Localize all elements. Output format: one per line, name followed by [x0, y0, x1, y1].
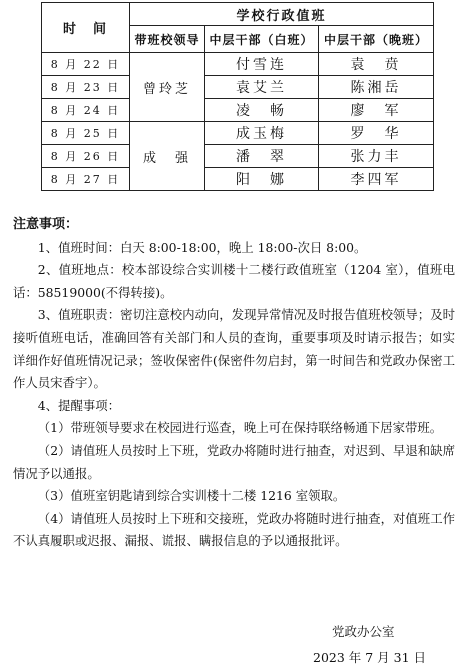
day-shift-cell: 凌 畅: [205, 99, 319, 122]
header-day-shift: 中层干部（白班）: [205, 26, 319, 53]
table-row: [42, 76, 434, 99]
table-row: [42, 122, 434, 145]
signature-office: 党政办公室: [332, 624, 395, 639]
table-row: [42, 99, 434, 122]
note-item: （4）请值班人员按时上下班和交接班，党政办将随时进行抽查，对值班工作不认真履职或迟报、漏报、谎报、瞒报信息的予以通报批评。: [13, 510, 455, 549]
night-shift-cell: 李四军: [319, 168, 434, 191]
date-cell: 8 月 22 日: [42, 53, 130, 76]
date-cell: 8 月 25 日: [42, 122, 130, 145]
table-row: [42, 168, 434, 191]
notes-title: 注意事项：: [13, 217, 79, 232]
day-shift-cell: 袁艾兰: [205, 76, 319, 99]
note-item: （2）请值班人员按时上下班，党政办将随时进行抽查，对迟到、早退和缺席情况予以通报。: [13, 442, 455, 481]
note-item: （1）带班领导要求在校园进行巡查，晚上可在保持联络畅通下居家带班。: [37, 420, 443, 436]
night-shift-cell: 张力丰: [319, 145, 434, 168]
day-shift-cell: 成玉梅: [205, 122, 319, 145]
leader-cell: 曾玲芝: [130, 53, 205, 122]
table-row: [42, 53, 434, 76]
notes-section: [13, 214, 455, 553]
note-item: 1、值班时间：白天 8:00-18:00，晚上 18:00-次日 8:00。: [37, 239, 367, 255]
note-item: 2、值班地点：校本部设综合实训楼十二楼行政值班室（1204 室），值班电话：58519000(不得转接)。: [13, 262, 455, 300]
night-shift-cell: 廖 军: [319, 99, 434, 122]
night-shift-cell: 罗 华: [319, 122, 434, 145]
header-night-shift: 中层干部（晚班）: [319, 26, 434, 53]
date-cell: 8 月 24 日: [42, 99, 130, 122]
day-shift-cell: 潘 翠: [205, 145, 319, 168]
leader-cell: 成 强: [130, 122, 205, 191]
date-cell: 8 月 26 日: [42, 145, 130, 168]
signature-date: 2023 年 7 月 31 日: [313, 650, 427, 665]
header-leader: 带班校领导: [130, 26, 205, 53]
note-item: 4、提醒事项：: [37, 397, 121, 413]
day-shift-cell: 阳 娜: [205, 168, 319, 191]
note-item: 3、值班职责：密切注意校内动向，发现异常情况及时报告值班校领导；及时接听值班电话，准确回答有关部门和人员的查询，重要事项及时请示报告；如实详细作好值班情况记录；签收保密件(保密件勿启封，第一时间告和党政办保密工作人员宋香宇）。: [13, 307, 455, 391]
note-item: （3）值班室钥匙请到综合实训楼十二楼 1216 室领取。: [37, 488, 346, 504]
night-shift-cell: 陈湘岳: [319, 76, 434, 99]
date-cell: 8 月 27 日: [42, 168, 130, 191]
header-time: 时 间: [42, 3, 130, 53]
date-cell: 8 月 23 日: [42, 76, 130, 99]
day-shift-cell: 付雪连: [205, 53, 319, 76]
header-group: 学校行政值班: [130, 3, 434, 26]
night-shift-cell: 袁 贲: [319, 53, 434, 76]
table-row: [42, 145, 434, 168]
duty-schedule-table: [41, 2, 434, 191]
